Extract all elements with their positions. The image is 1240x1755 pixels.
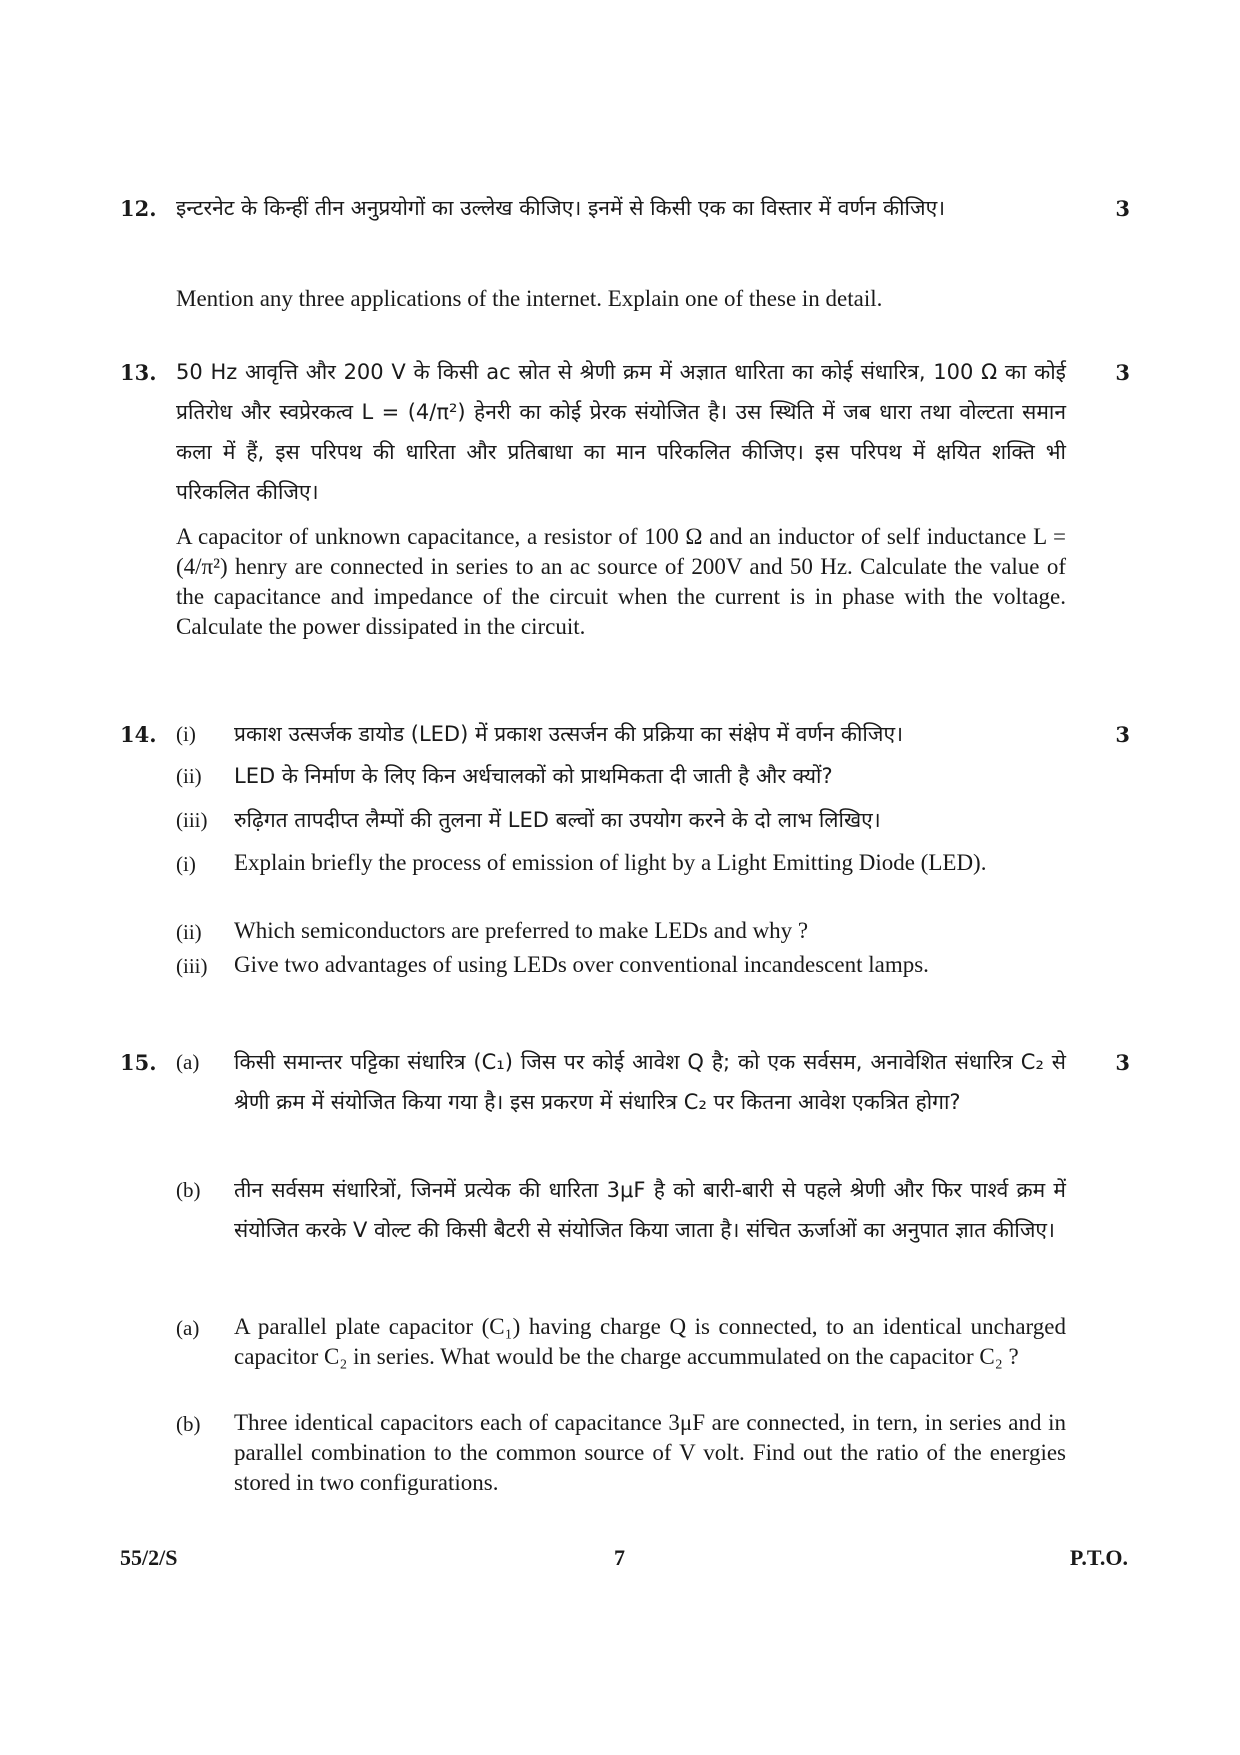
part-label: (iii): [176, 954, 208, 978]
part-text: Which semiconductors are preferred to make LEDs and why ?: [234, 918, 809, 943]
marks: 3: [1115, 1050, 1130, 1075]
marks: 3: [1115, 722, 1130, 747]
part-label: (b): [176, 1178, 201, 1202]
part-label: (i): [176, 852, 196, 876]
part-label: (iii): [176, 808, 208, 832]
part-text: किसी समान्तर पट्टिका संधारित्र (C₁) जिस पर कोई आवेश Q है; को एक सर्वसम, अनावेशित संधारित्र C₂ से श्रेणी क्रम में संयोजित किया गया है। इस प्रकरण में संधारित्र C₂ पर कितना आवेश एकत्रित होगा?: [234, 1050, 1066, 1114]
question-number: 13.: [120, 360, 157, 385]
part-label: (i): [176, 722, 196, 746]
part-text: A parallel plate capacitor (C₁) having charge Q is connected, to an identical uncharged capacitor C₂ in series. What would be the charge accummulated on the capacitor C₂ ?: [234, 1314, 1066, 1369]
part-text: रुढ़िगत तापदीप्त लैम्पों की तुलना में LED बल्वों का उपयोग करने के दो लाभ लिखिए।: [234, 808, 881, 832]
part-text: LED के निर्माण के लिए किन अर्धचालकों को प्राथमिकता दी जाती है और क्यों?: [234, 764, 833, 788]
marks: 3: [1115, 360, 1130, 385]
part-label: (ii): [176, 920, 202, 944]
question-text-hindi: 50 Hz आवृत्ति और 200 V के किसी ac स्रोत से श्रेणी क्रम में अज्ञात धारिता का कोई संधारित्र, 100 Ω का कोई प्रतिरोध और स्वप्रेरकत्व L = (4/π²) हेनरी का कोई प्रेरक संयोजित है। उस स्थिति में जब धारा तथा वोल्टता समान कला में हैं, इस परिपथ की धारिता और प्रतिबाधा का मान परिकलित कीजिए। इस परिपथ में क्षयित शक्ति भी परिकलित कीजिए।: [176, 360, 1066, 504]
part-text: Give two advantages of using LEDs over conventional incandescent lamps.: [234, 952, 929, 977]
question-text-english: A capacitor of unknown capacitance, a resistor of 100 Ω and an inductor of self inductance L = (4/π²) henry are connected in series to an ac source of 200V and 50 Hz. Calculate the value of the capacitance and impedance of the circuit when the current is in phase with the voltage. Calculate the power dissipated in the circuit.: [176, 524, 1066, 639]
question-number: 15.: [120, 1050, 157, 1075]
marks: 3: [1115, 196, 1130, 221]
question-number: 14.: [120, 722, 157, 747]
question-number: 12.: [120, 196, 157, 221]
part-label: (ii): [176, 764, 202, 788]
part-label: (b): [176, 1412, 201, 1436]
page-number: 7: [614, 1545, 625, 1570]
question-text-english: Mention any three applications of the internet. Explain one of these in detail.: [176, 286, 883, 311]
question-text-hindi: इन्टरनेट के किन्हीं तीन अनुप्रयोगों का उल्लेख कीजिए। इनमें से किसी एक का विस्तार में वर्णन कीजिए।: [176, 196, 946, 220]
part-text: Three identical capacitors each of capacitance 3μF are connected, in tern, in series and in parallel combination to the common source of V volt. Find out the ratio of the energies stored in two configurations.: [234, 1410, 1066, 1495]
please-turn-over: P.T.O.: [1069, 1545, 1128, 1570]
part-text: Explain briefly the process of emission of light by a Light Emitting Diode (LED).: [234, 850, 987, 875]
part-label: (a): [176, 1050, 200, 1074]
part-label: (a): [176, 1316, 200, 1340]
part-text: तीन सर्वसम संधारित्रों, जिनमें प्रत्येक की धारिता 3μF है को बारी-बारी से पहले श्रेणी और फिर पार्श्व क्रम में संयोजित करके V वोल्ट की किसी बैटरी से संयोजित किया जाता है। संचित ऊर्जाओं का अनुपात ज्ञात कीजिए।: [234, 1178, 1066, 1242]
paper-code: 55/2/S: [120, 1545, 178, 1570]
part-text: प्रकाश उत्सर्जक डायोड (LED) में प्रकाश उत्सर्जन की प्रक्रिया का संक्षेप में वर्णन कीजिए।: [234, 722, 904, 746]
